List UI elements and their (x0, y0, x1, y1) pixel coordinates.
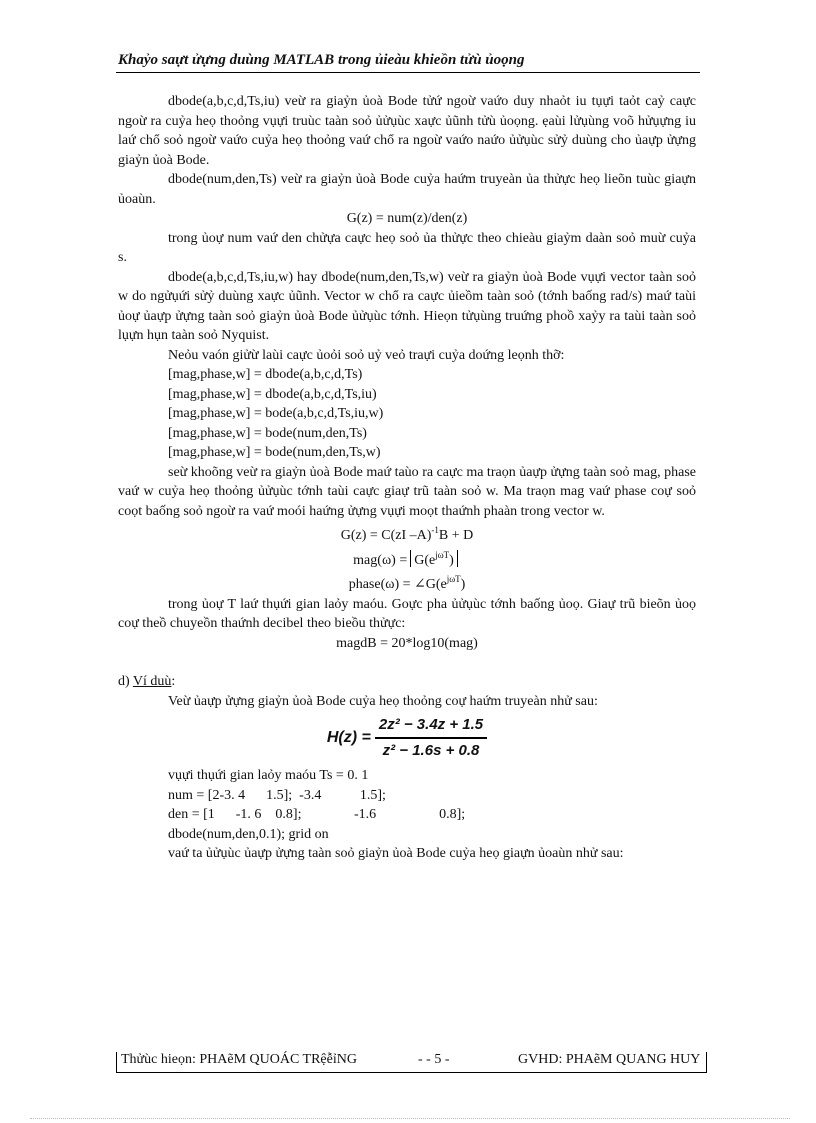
example-dbode-call: dbode(num,den,0.1); grid on (168, 826, 329, 842)
example-heading: d) Ví duù: (118, 674, 176, 689)
footer-page-number: - - 5 - (418, 1052, 450, 1067)
paragraph-dbode-w: dbode(a,b,c,d,Ts,iu,w) hay dbode(num,den,Ts,w) veừ ra giaỷn ủoà Bode vụựi vector taàn soỏ w do ngửụứi sửỷ duùng xaực ủũnh. Vector w chổ ra caực ủieồm taàn soỏ (tớnh baống rad/s) maứ taùi ủoự ủaựp ửựng taàn soỏ giaỷn ủoà Bode ủửụùc tớnh. Hieọn tửụùng truứng phoồ xaỷy ra taùi taàn soỏ lụựn hụn taàn soỏ Nyquist. (118, 269, 696, 343)
code-line-5: [mag,phase,w] = bode(num,den,Ts,w) (168, 445, 381, 460)
footer-right-rule (706, 1052, 707, 1072)
equation-magdb: magdB = 20*log10(mag) (336, 635, 478, 651)
footer-advisor: GVHD: PHAẽM QUANG HUY (518, 1052, 701, 1067)
formula-denominator: z² − 1.6s + 0.8 (382, 741, 480, 759)
paragraph-mag-phase: seừ khoõng veừ ra giaỷn ủoà Bode maứ taùo ra caực ma traọn ủaựp ửựng taàn soỏ mag, phase vaứ w cuỷa heọ thoỏng ủửụùc tớnh taùi caực giaự trũ taàn soỏ w. Ma traọn mag vaứ phase coự soỏ coọt baống soỏ ngoừ ra vaứ moói haứng ửựng vụựi moọt thaứnh phaàn trong vector w. (118, 464, 696, 519)
footer-rule (116, 1072, 707, 1073)
footer-author: Thửùc hieọn: PHAẽM QUOÁC TRệễỉNG (121, 1052, 357, 1067)
paragraph-sampling: trong ủoự T laứ thụứi gian laỏy maóu. Goực pha ủửụùc tớnh baống ủoọ. Giaự trũ bieõn ủoọ coự theồ chuyeồn thaứnh decibel theo bieồu thửực: (118, 596, 696, 631)
paragraph-output-args: Neỏu vaón giửừ laùi caực ủoỏi soỏ uỷ veỏ traựi cuỷa doứng leọnh thỡ: (168, 347, 565, 363)
paragraph-dbode-num-den: dbode(num,den,Ts) veừ ra giaỷn ủoà Bode cuỷa haứm truyeàn ủa thửực heọ lieõn tuùc giaựn ủoaùn. (118, 172, 696, 207)
header-rule (116, 72, 700, 73)
formula-lhs: H(z) = (326, 728, 371, 746)
example-result-text: vaứ ta ủửụùc ủaựp ửựng taàn soỏ giaỷn ủoà Bode cuỷa heọ giaựn ủoaùn nhử sau: (168, 846, 624, 861)
equation-gz-num-den: G(z) = num(z)/den(z) (346, 211, 468, 226)
transfer-function-formula (118, 715, 696, 760)
page-content (118, 92, 696, 864)
paragraph-num-den-def: trong ủoự num vaứ den chửựa caực heọ soỏ ủa thửực theo chieàu giaỷm daàn soỏ muừ cuỷa s. (118, 230, 696, 265)
equation-mag: $mag(\omega) = G(e^{j\omega T})$ (118, 546, 696, 571)
footer-left-rule (116, 1052, 117, 1072)
example-den: den = [1 -1. 6 0.8]; -1.6 0.8]; (168, 807, 466, 822)
paragraph-dbode-iu: dbode(a,b,c,d,Ts,iu) veừ ra giaỷn ủoà Bode tửứ ngoừ vaứo duy nhaỏt iu tụựi taỏt caỷ caực ngoừ ra cuỷa heọ thoỏng vụựi truùc taàn soỏ ủửụùc xaực ủũnh tửù ủoọng. ẹaùi lửụùng voõ hửụựng iu laứ chổ soỏ ngoừ vaứo cuỷa heọ thoỏng vaứ chổ ra ngoừ vaứo naứo ủửụùc sửỷ duùng cho ủaựp ửựng giaỷn ủoà Bode. (118, 94, 696, 168)
equation-phase: phase(ω) = $\angle G(e^{j\omega T})$ (348, 574, 466, 592)
code-line-1: [mag,phase,w] = dbode(a,b,c,d,Ts) (168, 367, 363, 382)
page-header: Khaỷo saựt ửựng duùng MATLAB trong ủieàu khieồn tửù ủoọng (118, 52, 525, 68)
code-line-2: [mag,phase,w] = dbode(a,b,c,d,Ts,iu) (168, 386, 377, 402)
code-line-4: [mag,phase,w] = bode(num,den,Ts) (168, 425, 367, 441)
formula-numerator: 2z² − 3.4z + 1.5 (375, 715, 487, 739)
code-line-3: [mag,phase,w] = bode(a,b,c,d,Ts,iu,w) (168, 406, 384, 421)
example-num: num = [2-3. 4 1.5]; -3.4 1.5]; (168, 787, 386, 803)
page-edge-dotted-line (30, 1118, 790, 1119)
example-intro: Veừ ủaựp ửựng giaỷn ủoà Bode cuỷa heọ thoỏng coự haứm truyeàn nhử sau: (168, 693, 598, 709)
example-sampling-time: vụựi thụứi gian laỏy maóu Ts = 0. 1 (168, 768, 369, 783)
equation-state-space: G(z) = C(zI –A)$^{-1}$B + D (340, 525, 474, 543)
